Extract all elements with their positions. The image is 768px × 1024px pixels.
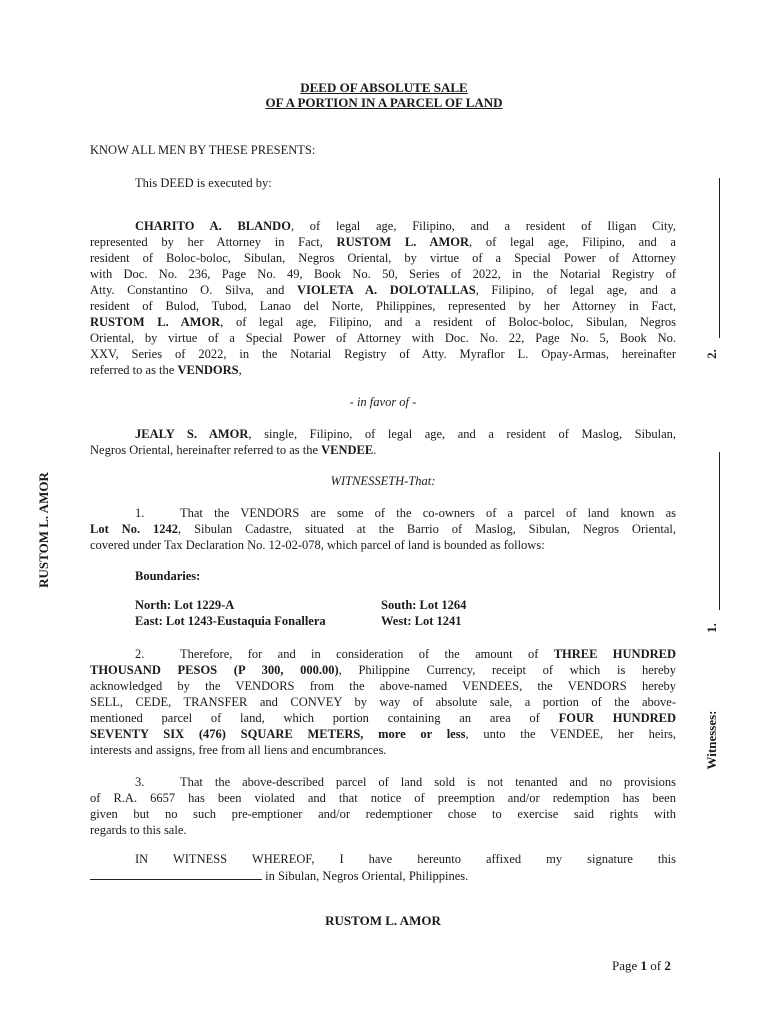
- boundary-south: South: Lot 1264: [381, 598, 467, 612]
- in-favor-of: - in favor of -: [349, 395, 417, 409]
- executed-by: This DEED is executed by:: [135, 176, 272, 190]
- clause-2-number: 2.: [135, 647, 145, 661]
- vendee-line-2: Negros Oriental, hereinafter referred to as the VENDEE.: [90, 443, 377, 457]
- clause-2-line-1: Therefore, for and in consideration of the amount of THREE HUNDRED: [180, 647, 676, 661]
- boundary-row-2: [135, 614, 462, 629]
- boundary-west: West: Lot 1241: [381, 614, 462, 628]
- margin-signatory-name: RUSTOM L. AMOR: [36, 472, 51, 588]
- vendors-line-9: XXV, Series of 2022, in the Notarial Registry of Atty. Myraflor L. Opay-Armas, hereinafter: [90, 347, 676, 361]
- clause-2-line-4: SELL, CEDE, TRANSFER and CONVEY by way of absolute sale, a portion of the above-: [90, 695, 676, 709]
- witnesses-label: Witnesses:: [704, 710, 719, 770]
- witness-2-number: 2.: [704, 349, 719, 359]
- clause-3-line-4: regards to this sale.: [90, 823, 187, 837]
- clause-1-line-3: covered under Tax Declaration No. 12-02-078, which parcel of land is bounded as follows:: [90, 538, 545, 552]
- vendors-line-7: RUSTOM L. AMOR, of legal age, Filipino, and a resident of Boloc-boloc, Sibulan, Negros: [90, 315, 676, 329]
- clause-2-line-6: SEVENTY SIX (476) SQUARE METERS, more or less, unto the VENDEE, her heirs,: [90, 727, 676, 741]
- clause-1-number: 1.: [135, 506, 145, 520]
- boundaries-heading: Boundaries:: [135, 569, 201, 583]
- clause-3-line-2: of R.A. 6657 has been violated and that notice of preemption and/or redemption has been: [90, 791, 676, 805]
- boundary-north: North: Lot 1229-A: [135, 598, 235, 612]
- vendee-line-1: JEALY S. AMOR, single, Filipino, of legal age, and a resident of Maslog, Sibulan,: [135, 427, 676, 441]
- of-label: of: [650, 958, 662, 973]
- boundary-east: East: Lot 1243-Eustaquia Fonallera: [135, 614, 326, 628]
- vendors-line-3: resident of Boloc-boloc, Sibulan, Negros Oriental, by virtue of a Special Power of Attorney: [90, 251, 676, 265]
- signatory-name: RUSTOM L. AMOR: [325, 913, 441, 928]
- page-number: 1: [640, 958, 648, 973]
- page-label: Page: [612, 958, 638, 973]
- clause-3-number: 3.: [135, 775, 145, 789]
- witness-whereof-line-2: in Sibulan, Negros Oriental, Philippines.: [90, 867, 676, 884]
- deed-title-line1: DEED OF ABSOLUTE SALE: [300, 80, 468, 95]
- witness-2-signature-line: [719, 178, 720, 338]
- witnesseth-heading: WITNESSETH-That:: [330, 474, 436, 488]
- deed-title-line2: OF A PORTION IN A PARCEL OF LAND: [265, 95, 503, 110]
- clause-1-line-2: Lot No. 1242, Sibulan Cadastre, situated at the Barrio of Maslog, Sibulan, Negros Oriental,: [90, 522, 677, 536]
- clause-3-line-1: That the above-described parcel of land sold is not tenanted and no provisions: [180, 775, 676, 789]
- know-all-men: KNOW ALL MEN BY THESE PRESENTS:: [90, 143, 316, 157]
- vendors-line-1: CHARITO A. BLANDO, of legal age, Filipino, and a resident of Iligan City,: [135, 219, 676, 233]
- clause-2-line-7: interests and assigns, free from all liens and encumbrances.: [90, 743, 387, 757]
- vendors-line-10: referred to as the VENDORS,: [90, 363, 242, 377]
- clause-2-line-5: mentioned parcel of land, which portion containing an area of FOUR HUNDRED: [90, 711, 676, 725]
- vendors-line-5: Atty. Constantino O. Silva, and VIOLETA A. DOLOTALLAS, Filipino, of legal age, and a: [90, 283, 676, 297]
- vendors-line-4: with Doc. No. 236, Page No. 49, Book No. 50, Series of 2022, in the Notarial Registry of: [90, 267, 676, 281]
- vendors-line-6: resident of Bulod, Tubod, Lanao del Norte, Philippines, represented by her Attorney in Fact,: [90, 299, 676, 313]
- witness-whereof-line-1: IN WITNESS WHEREOF, I have hereunto affixed my signature this: [135, 852, 676, 866]
- clause-2-line-2: THOUSAND PESOS (P 300, 000.00), Philippine Currency, receipt of which is hereby: [90, 663, 676, 677]
- boundary-row-1: [135, 598, 467, 613]
- vendors-line-8: Oriental, by virtue of a Special Power of Attorney with Doc. No. 22, Page No. 5, Book No.: [90, 331, 676, 345]
- date-blank-line: [90, 867, 262, 880]
- clause-1-line-1: That the VENDORS are some of the co-owners of a parcel of land known as: [180, 506, 676, 520]
- page-footer: [612, 958, 671, 974]
- page-total: 2: [664, 958, 671, 973]
- clause-3-line-3: given but no such pre-emptioner and/or redemptioner chose to exercise said rights with: [90, 807, 676, 821]
- witness-1-signature-line: [719, 452, 720, 610]
- clause-2-line-3: acknowledged by the VENDORS from the above-named VENDEES, the VENDORS hereby: [90, 679, 676, 693]
- vendors-line-2: represented by her Attorney in Fact, RUSTOM L. AMOR, of legal age, Filipino, and a: [90, 235, 676, 249]
- witness-1-number: 1.: [704, 623, 719, 633]
